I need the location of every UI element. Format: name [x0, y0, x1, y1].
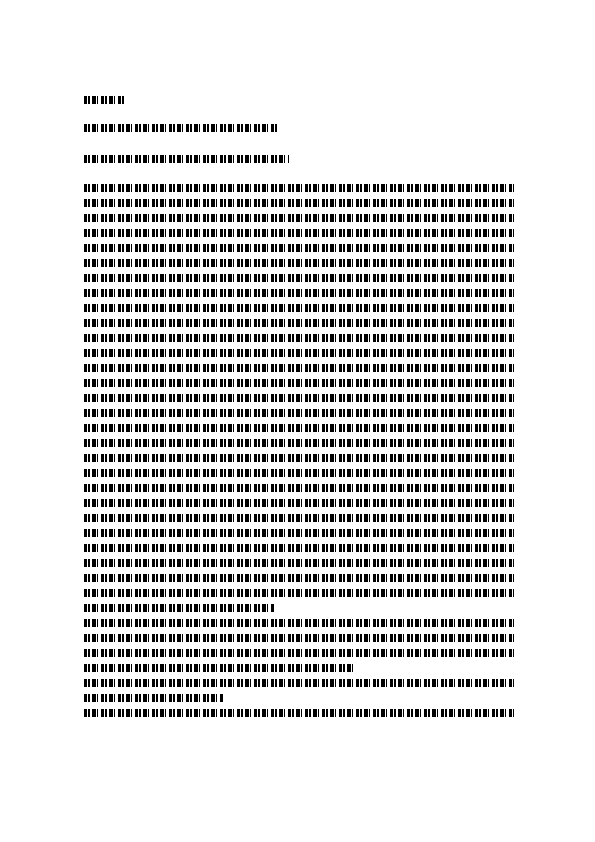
- text-line: [84, 514, 514, 522]
- text-line: [84, 664, 354, 672]
- text-line: [84, 349, 514, 357]
- text-line: [84, 679, 514, 687]
- body-text: [84, 184, 514, 724]
- text-line: [84, 184, 514, 192]
- text-line: [84, 334, 514, 342]
- header-label-text: [84, 96, 124, 104]
- text-line: [84, 244, 514, 252]
- byline: [84, 155, 304, 169]
- text-line: [84, 319, 514, 327]
- text-line: [84, 709, 514, 717]
- paragraph: [84, 709, 514, 724]
- text-line: [84, 604, 274, 612]
- text-line: [84, 574, 514, 582]
- text-line: [84, 454, 514, 462]
- text-line: [84, 379, 514, 387]
- text-line: [84, 544, 514, 552]
- text-line: [84, 634, 514, 642]
- header-label: [84, 96, 124, 110]
- text-line: [84, 649, 514, 657]
- text-line: [84, 559, 514, 567]
- subheading: [84, 124, 284, 138]
- text-line: [84, 304, 514, 312]
- text-line: [84, 469, 514, 477]
- text-line: [84, 589, 514, 597]
- text-line: [84, 619, 514, 627]
- paragraph: [84, 424, 514, 619]
- text-line: [84, 409, 514, 417]
- text-line: [84, 424, 514, 432]
- subheading-text: [84, 124, 279, 132]
- text-line: [84, 274, 514, 282]
- paragraph: [84, 619, 514, 679]
- text-line: [84, 229, 514, 237]
- text-line: [84, 394, 514, 402]
- text-line: [84, 289, 514, 297]
- byline-text: [84, 155, 289, 163]
- text-line: [84, 199, 514, 207]
- paragraph: [84, 184, 514, 424]
- text-line: [84, 694, 224, 702]
- text-line: [84, 439, 514, 447]
- paragraph: [84, 679, 514, 709]
- text-line: [84, 259, 514, 267]
- text-line: [84, 214, 514, 222]
- text-line: [84, 364, 514, 372]
- text-line: [84, 484, 514, 492]
- text-line: [84, 529, 514, 537]
- text-line: [84, 499, 514, 507]
